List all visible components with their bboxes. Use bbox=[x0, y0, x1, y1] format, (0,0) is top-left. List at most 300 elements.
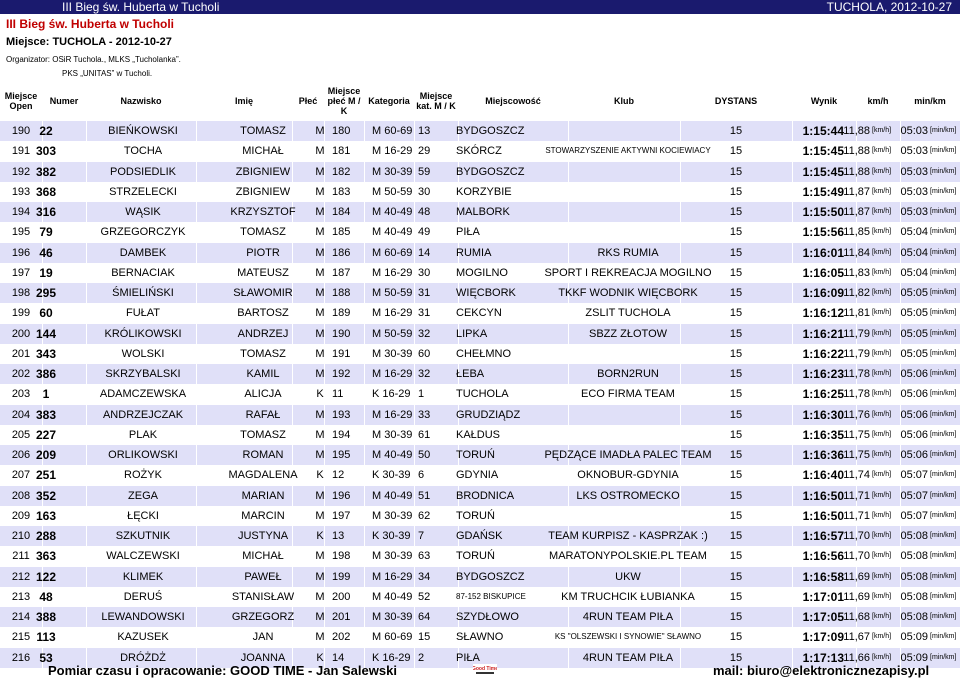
cell-open: 194 bbox=[11, 206, 31, 218]
cell-kmh: 11,71 bbox=[843, 490, 870, 502]
cell-naz: DERUŚ bbox=[123, 591, 163, 603]
cell-plec: M bbox=[315, 490, 325, 502]
cell-kmh: 11,69 bbox=[843, 591, 870, 603]
unit-kmh: [km/h] bbox=[872, 228, 892, 235]
cell-klub bbox=[500, 182, 756, 202]
cell-mkm: 05:06 bbox=[900, 449, 928, 461]
table-row bbox=[0, 405, 960, 425]
cell-imie: PAWEŁ bbox=[244, 571, 282, 583]
cell-wynik: 1:16:23 bbox=[802, 367, 844, 381]
unit-kmh: [km/h] bbox=[872, 573, 892, 580]
cell-open: 201 bbox=[11, 348, 31, 360]
cell-mkm: 05:08 bbox=[900, 611, 928, 623]
unit-minkm: [min/km] bbox=[930, 208, 957, 215]
cell-mp: 11 bbox=[332, 388, 344, 400]
cell-mkm: 05:09 bbox=[900, 631, 928, 643]
cell-dyst: 15 bbox=[729, 449, 743, 461]
cell-naz: ADAMCZEWSKA bbox=[99, 388, 187, 400]
cell-dyst: 15 bbox=[729, 469, 743, 481]
unit-minkm: [min/km] bbox=[930, 411, 957, 418]
unit-minkm: [min/km] bbox=[930, 289, 957, 296]
cell-plec: M bbox=[315, 145, 325, 157]
cell-imie: ROMAN bbox=[242, 449, 284, 461]
cell-plec: M bbox=[315, 429, 325, 441]
table-row bbox=[0, 627, 960, 647]
cell-miej: PIŁA bbox=[456, 652, 480, 664]
cell-open: 190 bbox=[11, 125, 31, 137]
cell-wynik: 1:16:05 bbox=[802, 266, 844, 280]
cell-imie: KAMIL bbox=[246, 368, 280, 380]
cell-wynik: 1:15:44 bbox=[802, 124, 844, 138]
cell-miej: 87-152 BISKUPICE bbox=[456, 592, 526, 601]
unit-kmh: [km/h] bbox=[872, 127, 892, 134]
cell-imie: RAFAŁ bbox=[245, 409, 281, 421]
cell-dyst: 15 bbox=[729, 348, 743, 360]
unit-kmh: [km/h] bbox=[872, 492, 892, 499]
unit-minkm: [min/km] bbox=[930, 431, 957, 438]
cell-kmh: 11,71 bbox=[843, 510, 870, 522]
column-divider bbox=[86, 303, 87, 323]
cell-imie: JAN bbox=[252, 631, 274, 643]
event-organizer: Organizator: OSiR Tuchola., MLKS „Tucholanka”. bbox=[6, 55, 181, 64]
cell-mk: 52 bbox=[418, 591, 431, 603]
cell-miej: BYDGOSZCZ bbox=[456, 571, 525, 583]
column-divider bbox=[364, 283, 365, 303]
cell-mkm: 05:08 bbox=[900, 591, 928, 603]
table-row bbox=[0, 121, 960, 141]
cell-mp: 192 bbox=[332, 368, 351, 380]
cell-plec: M bbox=[315, 348, 325, 360]
cell-open: 197 bbox=[11, 267, 31, 279]
cell-klub: KM TRUCHCIK ŁUBIANKA bbox=[561, 591, 695, 603]
cell-mk: 14 bbox=[418, 247, 431, 259]
cell-open: 206 bbox=[11, 449, 31, 461]
cell-open: 212 bbox=[11, 571, 31, 583]
cell-mkm: 05:04 bbox=[900, 226, 928, 238]
cell-imie: MATEUSZ bbox=[237, 267, 289, 279]
cell-miej: BRODNICA bbox=[456, 490, 515, 502]
unit-kmh: [km/h] bbox=[872, 613, 892, 620]
cell-naz: KLIMEK bbox=[122, 571, 164, 583]
cell-klub: LKS OSTROMECKO bbox=[576, 490, 680, 502]
cell-naz: PODSIEDLIK bbox=[109, 166, 177, 178]
cell-nr: 60 bbox=[39, 306, 53, 320]
unit-minkm: [min/km] bbox=[930, 249, 957, 256]
column-divider bbox=[86, 425, 87, 445]
unit-minkm: [min/km] bbox=[930, 471, 957, 478]
cell-miej: LIPKA bbox=[456, 328, 488, 340]
cell-mkm: 05:03 bbox=[900, 125, 928, 137]
column-divider bbox=[86, 445, 87, 465]
unit-kmh: [km/h] bbox=[872, 370, 892, 377]
cell-plec: M bbox=[315, 125, 325, 137]
cell-kmh: 11,81 bbox=[843, 307, 870, 319]
cell-mp: 199 bbox=[332, 571, 351, 583]
cell-mk: 30 bbox=[418, 186, 431, 198]
cell-naz: DRÓŻDŻ bbox=[120, 652, 166, 664]
column-divider bbox=[86, 364, 87, 384]
cell-mk: 49 bbox=[418, 226, 431, 238]
cell-kmh: 11,70 bbox=[843, 550, 870, 562]
column-divider bbox=[364, 243, 365, 263]
column-header-nazwisko: Nazwisko bbox=[120, 96, 162, 106]
cell-klub: UKW bbox=[615, 571, 641, 583]
unit-kmh: [km/h] bbox=[872, 552, 892, 559]
cell-mkm: 05:06 bbox=[900, 388, 928, 400]
cell-klub bbox=[500, 162, 756, 182]
cell-kat: M 50-59 bbox=[372, 328, 413, 340]
cell-mp: 189 bbox=[332, 307, 351, 319]
cell-kmh: 11,84 bbox=[843, 247, 870, 259]
cell-mp: 193 bbox=[332, 409, 351, 421]
cell-mp: 13 bbox=[332, 530, 345, 542]
cell-kmh: 11,66 bbox=[843, 652, 870, 664]
unit-minkm: [min/km] bbox=[930, 370, 957, 377]
cell-mp: 183 bbox=[332, 186, 351, 198]
cell-mp: 185 bbox=[332, 226, 351, 238]
cell-mp: 197 bbox=[332, 510, 351, 522]
cell-kat: M 50-59 bbox=[372, 186, 413, 198]
cell-mk: 32 bbox=[418, 328, 431, 340]
unit-minkm: [min/km] bbox=[930, 188, 957, 195]
cell-miej: GDAŃSK bbox=[456, 530, 503, 542]
cell-plec: K bbox=[316, 530, 324, 542]
unit-kmh: [km/h] bbox=[872, 532, 892, 539]
cell-kmh: 11,78 bbox=[843, 368, 870, 380]
cell-naz: WALCZEWSKI bbox=[106, 550, 180, 562]
cell-mp: 187 bbox=[332, 267, 351, 279]
cell-kat: K 30-39 bbox=[372, 469, 411, 481]
cell-kat: M 60-69 bbox=[372, 125, 413, 137]
cell-klub bbox=[500, 202, 756, 222]
cell-nr: 209 bbox=[35, 448, 57, 462]
event-title: III Bieg św. Huberta w Tucholi bbox=[6, 17, 175, 31]
column-divider bbox=[86, 384, 87, 404]
cell-nr: 388 bbox=[35, 610, 57, 624]
cell-mp: 181 bbox=[332, 145, 351, 157]
unit-kmh: [km/h] bbox=[872, 168, 892, 175]
cell-miej: TORUŃ bbox=[456, 449, 495, 461]
cell-kat: M 16-29 bbox=[372, 368, 413, 380]
cell-kmh: 11,87 bbox=[843, 206, 870, 218]
cell-naz: SZKUTNIK bbox=[115, 530, 171, 542]
cell-kmh: 11,75 bbox=[843, 429, 870, 441]
cell-kmh: 11,88 bbox=[843, 166, 870, 178]
column-header-dystans: DYSTANS bbox=[714, 96, 758, 106]
cell-wynik: 1:16:21 bbox=[802, 327, 844, 341]
cell-kat: M 40-49 bbox=[372, 226, 413, 238]
cell-kat: M 40-49 bbox=[372, 591, 413, 603]
unit-minkm: [min/km] bbox=[930, 390, 957, 397]
cell-klub: 4RUN TEAM PIŁA bbox=[582, 652, 674, 664]
cell-naz: KAZUSEK bbox=[117, 631, 169, 643]
cell-mkm: 05:03 bbox=[900, 186, 928, 198]
cell-dyst: 15 bbox=[729, 206, 743, 218]
cell-wynik: 1:17:13 bbox=[802, 651, 844, 665]
cell-mk: 1 bbox=[418, 388, 425, 400]
cell-wynik: 1:15:56 bbox=[802, 225, 844, 239]
table-row bbox=[0, 182, 960, 202]
cell-klub: TEAM KURPISZ - KASPRZAK :) bbox=[548, 530, 708, 542]
column-divider bbox=[86, 243, 87, 263]
cell-plec: M bbox=[315, 166, 325, 178]
cell-wynik: 1:16:57 bbox=[802, 529, 844, 543]
cell-dyst: 15 bbox=[729, 652, 743, 664]
cell-plec: M bbox=[315, 510, 325, 522]
cell-wynik: 1:15:45 bbox=[802, 144, 844, 158]
event-sponsor: PKS „UNITAS” w Tucholi. bbox=[62, 69, 153, 78]
cell-kat: M 16-29 bbox=[372, 307, 413, 319]
cell-mkm: 05:07 bbox=[900, 510, 928, 522]
cell-kmh: 11,68 bbox=[843, 611, 870, 623]
cell-klub: ECO FIRMA TEAM bbox=[581, 388, 675, 400]
cell-nr: 363 bbox=[35, 549, 57, 563]
cell-kmh: 11,67 bbox=[843, 631, 870, 643]
column-header-plec: Płeć bbox=[298, 96, 318, 106]
table-row bbox=[0, 546, 960, 566]
cell-mp: 14 bbox=[332, 652, 345, 664]
cell-wynik: 1:16:09 bbox=[802, 286, 844, 300]
cell-plec: M bbox=[315, 449, 325, 461]
cell-miej: BYDGOSZCZ bbox=[456, 166, 525, 178]
unit-kmh: [km/h] bbox=[872, 289, 892, 296]
cell-mp: 184 bbox=[332, 206, 351, 218]
cell-plec: M bbox=[315, 571, 325, 583]
cell-kmh: 11,76 bbox=[843, 409, 870, 421]
cell-open: 215 bbox=[11, 631, 31, 643]
cell-wynik: 1:17:05 bbox=[802, 610, 844, 624]
column-divider bbox=[86, 506, 87, 526]
cell-imie: TOMASZ bbox=[240, 348, 286, 360]
cell-mp: 195 bbox=[332, 449, 351, 461]
table-row bbox=[0, 364, 960, 384]
cell-dyst: 15 bbox=[729, 226, 743, 238]
cell-mkm: 05:05 bbox=[900, 307, 928, 319]
cell-imie: PIOTR bbox=[246, 247, 280, 259]
cell-nr: 251 bbox=[35, 468, 57, 482]
cell-nr: 343 bbox=[35, 347, 57, 361]
cell-plec: M bbox=[315, 591, 325, 603]
cell-mkm: 05:08 bbox=[900, 571, 928, 583]
column-header-wynik: Wynik bbox=[810, 96, 838, 106]
cell-plec: M bbox=[315, 267, 325, 279]
cell-plec: K bbox=[316, 652, 324, 664]
cell-nr: 288 bbox=[35, 529, 57, 543]
cell-kmh: 11,83 bbox=[843, 267, 870, 279]
cell-kat: K 16-29 bbox=[372, 652, 411, 664]
cell-mk: 61 bbox=[418, 429, 431, 441]
cell-klub bbox=[500, 405, 756, 425]
column-divider bbox=[364, 405, 365, 425]
table-row bbox=[0, 384, 960, 404]
cell-open: 208 bbox=[11, 490, 31, 502]
table-row bbox=[0, 567, 960, 587]
cell-mk: 2 bbox=[418, 652, 425, 664]
column-divider bbox=[364, 546, 365, 566]
cell-miej: PIŁA bbox=[456, 226, 480, 238]
column-divider bbox=[86, 202, 87, 222]
cell-klub: TKKF WODNIK WIĘCBORK bbox=[558, 287, 698, 299]
event-place: Miejsce: TUCHOLA - 2012-10-27 bbox=[6, 36, 172, 48]
cell-dyst: 15 bbox=[729, 125, 743, 137]
cell-nr: 113 bbox=[36, 630, 56, 644]
cell-mk: 34 bbox=[418, 571, 431, 583]
cell-mp: 188 bbox=[332, 287, 351, 299]
cell-kat: M 40-49 bbox=[372, 490, 413, 502]
cell-naz: GRZEGORCZYK bbox=[100, 226, 186, 238]
cell-mk: 33 bbox=[418, 409, 431, 421]
unit-kmh: [km/h] bbox=[872, 411, 892, 418]
cell-kat: M 40-49 bbox=[372, 449, 413, 461]
unit-kmh: [km/h] bbox=[872, 451, 892, 458]
column-header-mkat: Miejsce kat. M / K bbox=[416, 91, 456, 111]
unit-kmh: [km/h] bbox=[872, 654, 892, 661]
cell-klub: SPORT I REKREACJA MOGILNO bbox=[544, 267, 712, 279]
logo-text: Good Time bbox=[473, 666, 497, 672]
unit-kmh: [km/h] bbox=[872, 390, 892, 397]
cell-mk: 60 bbox=[418, 348, 431, 360]
unit-kmh: [km/h] bbox=[872, 633, 892, 640]
cell-wynik: 1:16:01 bbox=[802, 246, 844, 260]
unit-minkm: [min/km] bbox=[930, 633, 957, 640]
cell-kmh: 11,79 bbox=[843, 348, 870, 360]
unit-minkm: [min/km] bbox=[930, 593, 957, 600]
cell-nr: 295 bbox=[35, 286, 57, 300]
column-divider bbox=[364, 344, 365, 364]
cell-miej: WIĘCBORK bbox=[456, 287, 516, 299]
cell-wynik: 1:15:50 bbox=[802, 205, 844, 219]
cell-kat: M 30-39 bbox=[372, 510, 413, 522]
cell-klub: PĘDZĄCE IMADŁA PALEC TEAM bbox=[544, 449, 712, 461]
column-divider bbox=[364, 526, 365, 546]
cell-nr: 386 bbox=[35, 367, 57, 381]
cell-plec: M bbox=[315, 550, 325, 562]
cell-mk: 31 bbox=[418, 287, 431, 299]
cell-imie: ZBIGNIEW bbox=[235, 186, 291, 198]
cell-mkm: 05:08 bbox=[900, 550, 928, 562]
table-row bbox=[0, 445, 960, 465]
column-divider bbox=[86, 587, 87, 607]
cell-open: 209 bbox=[11, 510, 31, 522]
cell-dyst: 15 bbox=[729, 247, 743, 259]
column-divider bbox=[86, 486, 87, 506]
column-divider bbox=[364, 425, 365, 445]
cell-klub: KS "OLSZEWSKI I SYNOWIE" SŁAWNO bbox=[554, 632, 702, 641]
cell-open: 199 bbox=[11, 307, 31, 319]
column-divider bbox=[86, 546, 87, 566]
unit-minkm: [min/km] bbox=[930, 350, 957, 357]
cell-naz: ORLIKOWSKI bbox=[108, 449, 178, 461]
column-divider bbox=[86, 182, 87, 202]
cell-kmh: 11,69 bbox=[843, 571, 870, 583]
cell-mkm: 05:06 bbox=[900, 368, 928, 380]
cell-imie: KRZYSZTOF bbox=[230, 206, 296, 218]
cell-mkm: 05:08 bbox=[900, 530, 928, 542]
column-divider bbox=[364, 182, 365, 202]
column-divider bbox=[364, 222, 365, 242]
cell-wynik: 1:16:50 bbox=[802, 509, 844, 523]
cell-dyst: 15 bbox=[729, 328, 743, 340]
table-row bbox=[0, 243, 960, 263]
column-divider bbox=[86, 405, 87, 425]
unit-minkm: [min/km] bbox=[930, 309, 957, 316]
top-bar bbox=[0, 0, 960, 14]
table-row bbox=[0, 506, 960, 526]
cell-open: 198 bbox=[11, 287, 31, 299]
cell-kmh: 11,74 bbox=[843, 469, 870, 481]
cell-kat: M 16-29 bbox=[372, 571, 413, 583]
cell-mk: 31 bbox=[418, 307, 431, 319]
cell-nr: 382 bbox=[35, 165, 57, 179]
cell-nr: 227 bbox=[35, 428, 57, 442]
cell-mkm: 05:04 bbox=[900, 247, 928, 259]
cell-kmh: 11,85 bbox=[843, 226, 870, 238]
cell-klub: MARATONYPOLSKIE.PL TEAM bbox=[549, 550, 707, 562]
topbar-place-date: TUCHOLA, 2012-10-27 bbox=[826, 0, 952, 14]
cell-mkm: 05:09 bbox=[900, 652, 928, 664]
cell-imie: STANISŁAW bbox=[231, 591, 295, 603]
cell-dyst: 15 bbox=[729, 388, 743, 400]
cell-plec: K bbox=[316, 388, 324, 400]
cell-klub: RKS RUMIA bbox=[597, 247, 659, 259]
cell-wynik: 1:16:36 bbox=[802, 448, 844, 462]
cell-wynik: 1:15:45 bbox=[802, 165, 844, 179]
cell-plec: M bbox=[315, 368, 325, 380]
cell-plec: M bbox=[315, 247, 325, 259]
cell-open: 210 bbox=[11, 530, 31, 542]
cell-wynik: 1:17:09 bbox=[802, 630, 844, 644]
cell-naz: KRÓLIKOWSKI bbox=[104, 328, 182, 340]
cell-nr: 79 bbox=[39, 225, 53, 239]
cell-naz: DAMBEK bbox=[119, 247, 167, 259]
cell-nr: 368 bbox=[35, 185, 57, 199]
column-header-klub: Klub bbox=[614, 96, 634, 106]
cell-nr: 303 bbox=[35, 144, 57, 158]
cell-miej: KORZYBIE bbox=[456, 186, 512, 198]
cell-wynik: 1:16:25 bbox=[802, 387, 844, 401]
unit-kmh: [km/h] bbox=[872, 512, 892, 519]
column-header-minkm: min/km bbox=[914, 96, 946, 106]
unit-kmh: [km/h] bbox=[872, 350, 892, 357]
cell-dyst: 15 bbox=[729, 550, 743, 562]
unit-kmh: [km/h] bbox=[872, 309, 892, 316]
column-header-kategoria: Kategoria bbox=[368, 96, 410, 106]
cell-kmh: 11,75 bbox=[843, 449, 870, 461]
table-row bbox=[0, 283, 960, 303]
cell-naz: WOLSKI bbox=[121, 348, 165, 360]
cell-klub bbox=[500, 121, 756, 141]
unit-minkm: [min/km] bbox=[930, 269, 957, 276]
cell-plec: M bbox=[315, 287, 325, 299]
cell-kat: M 16-29 bbox=[372, 145, 413, 157]
cell-mkm: 05:03 bbox=[900, 145, 928, 157]
cell-miej: GRUDZIĄDZ bbox=[456, 409, 521, 421]
cell-mkm: 05:03 bbox=[900, 166, 928, 178]
cell-mk: 6 bbox=[418, 469, 425, 481]
cell-open: 213 bbox=[11, 591, 31, 603]
cell-dyst: 15 bbox=[729, 490, 743, 502]
cell-kmh: 11,70 bbox=[843, 530, 870, 542]
unit-minkm: [min/km] bbox=[930, 552, 957, 559]
cell-mp: 196 bbox=[332, 490, 351, 502]
cell-naz: BERNACIAK bbox=[111, 267, 175, 279]
unit-minkm: [min/km] bbox=[930, 168, 957, 175]
column-header-kmh: km/h bbox=[867, 96, 889, 106]
cell-mp: 190 bbox=[332, 328, 351, 340]
cell-dyst: 15 bbox=[729, 267, 743, 279]
cell-dyst: 15 bbox=[729, 307, 743, 319]
cell-mkm: 05:07 bbox=[900, 490, 928, 502]
